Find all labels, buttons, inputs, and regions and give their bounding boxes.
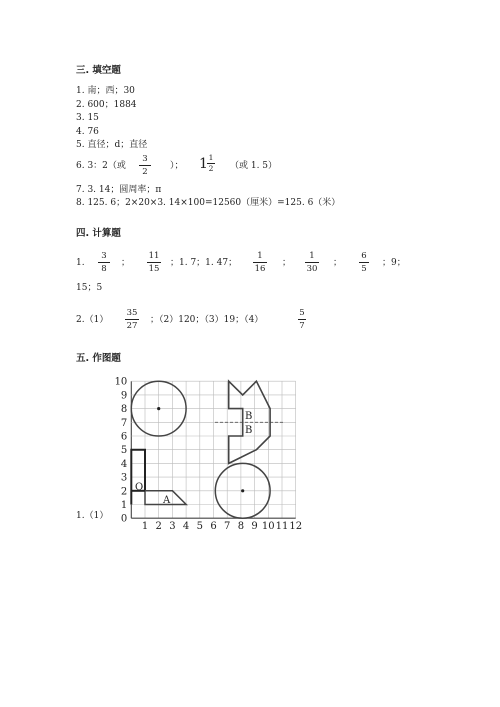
- answer-line-6-or: （或 1. 5）: [230, 161, 278, 171]
- denominator: 15: [148, 264, 160, 274]
- x-tick-label: 12: [289, 521, 303, 533]
- numerator: 35: [126, 308, 138, 318]
- separator: ；: [121, 258, 131, 268]
- calc-2-label: 2.（1）: [76, 315, 109, 325]
- y-tick-label: 6: [120, 431, 128, 443]
- grid-lines: [131, 381, 295, 518]
- denominator: 7: [299, 321, 305, 331]
- separator: ；: [282, 258, 292, 268]
- numerator: 1: [208, 153, 214, 162]
- answer-line-8: 8. 125. 6；2×20×3. 14×100=12560（厘米）=125. 6（米）: [76, 198, 341, 208]
- fraction-3-over-2: [139, 154, 151, 177]
- numerator: 3: [142, 154, 148, 164]
- mixed-number-fraction: [207, 154, 215, 173]
- denominator: 2: [142, 167, 148, 177]
- y-tick-label: 10: [114, 376, 128, 388]
- label-b-top: B: [245, 411, 253, 422]
- x-tick-label: 10: [261, 521, 275, 533]
- y-tick-label: 5: [120, 445, 128, 457]
- calc-1-label: 1.: [76, 258, 85, 268]
- fraction-35-over-27: [125, 308, 139, 331]
- y-tick-label: 7: [120, 417, 128, 429]
- answer-line-6-close: ）；: [170, 161, 184, 171]
- calc-1-tail: ；9；: [382, 258, 406, 268]
- numerator: 6: [361, 251, 367, 261]
- x-tick-label: 7: [224, 521, 231, 533]
- fraction-11-over-15: [147, 251, 161, 274]
- y-tick-label: 2: [120, 486, 128, 498]
- coordinate-grid-figure: [110, 370, 310, 540]
- label-b-bottom: B: [245, 425, 253, 436]
- fraction-5-over-7: [298, 308, 306, 331]
- numerator: 3: [101, 251, 107, 261]
- answer-line-5: 5. 直径；d；直径: [76, 140, 148, 150]
- calc-2-middle: ；（2）120；（3）19；（4）: [150, 315, 264, 325]
- separator: ；: [333, 258, 343, 268]
- x-tick-label: 8: [237, 521, 245, 533]
- fraction-3-over-8: [98, 251, 110, 274]
- fraction-1-over-30: [305, 251, 319, 274]
- circle-center-dot: [157, 407, 160, 410]
- mixed-number-whole: 1: [199, 156, 208, 172]
- denominator: 8: [101, 264, 107, 274]
- y-tick-label: 4: [120, 458, 128, 470]
- denominator: 5: [361, 264, 367, 274]
- x-axis-ticks: [142, 521, 302, 532]
- label-a: A: [163, 495, 171, 506]
- x-tick-label: 5: [196, 521, 203, 533]
- answer-line-2: 2. 600；1884: [76, 100, 137, 110]
- section-5-title: 五. 作图题: [76, 353, 121, 364]
- denominator: 30: [306, 264, 318, 274]
- y-tick-label: 8: [120, 404, 128, 416]
- x-tick-label: 9: [251, 521, 258, 533]
- x-tick-label: 1: [141, 521, 149, 533]
- drawing-question-label: 1.（1）: [76, 511, 109, 521]
- numerator: 5: [299, 308, 305, 318]
- fraction-6-over-5: [359, 251, 369, 274]
- denominator: 2: [208, 164, 214, 173]
- y-axis-ticks: [115, 377, 128, 525]
- x-tick-label: 11: [275, 521, 289, 533]
- y-tick-label: 1: [120, 500, 128, 511]
- section-4-title: 四. 计算题: [76, 228, 121, 239]
- numerator: 11: [148, 251, 160, 261]
- calc-1-line-2: 15；5: [76, 283, 103, 293]
- y-tick-label: 3: [120, 472, 128, 484]
- y-tick-label: 0: [120, 513, 128, 525]
- answer-line-4: 4. 76: [76, 127, 99, 137]
- calc-1-middle: ；1. 7；1. 47；: [170, 258, 238, 268]
- circle-center-dot: [241, 489, 244, 492]
- numerator: 1: [257, 251, 263, 261]
- fraction-1-over-16: [253, 251, 267, 274]
- denominator: 27: [126, 321, 138, 331]
- numerator: 1: [309, 251, 315, 261]
- y-tick-label: 9: [120, 390, 128, 402]
- section-3-title: 三. 填空题: [76, 65, 121, 76]
- answer-line-1: 1. 南；西；30: [76, 86, 135, 96]
- x-tick-label: 3: [169, 521, 176, 533]
- answer-line-6-prefix: 6. 3：2（或: [76, 161, 126, 171]
- denominator: 16: [254, 264, 266, 274]
- x-tick-label: 4: [182, 521, 190, 533]
- x-tick-label: 6: [210, 521, 217, 533]
- x-tick-label: 2: [155, 521, 162, 533]
- answer-line-3: 3. 15: [76, 113, 99, 123]
- label-o: O: [135, 482, 144, 493]
- answer-line-7: 7. 3. 14；圆周率；π: [76, 185, 162, 195]
